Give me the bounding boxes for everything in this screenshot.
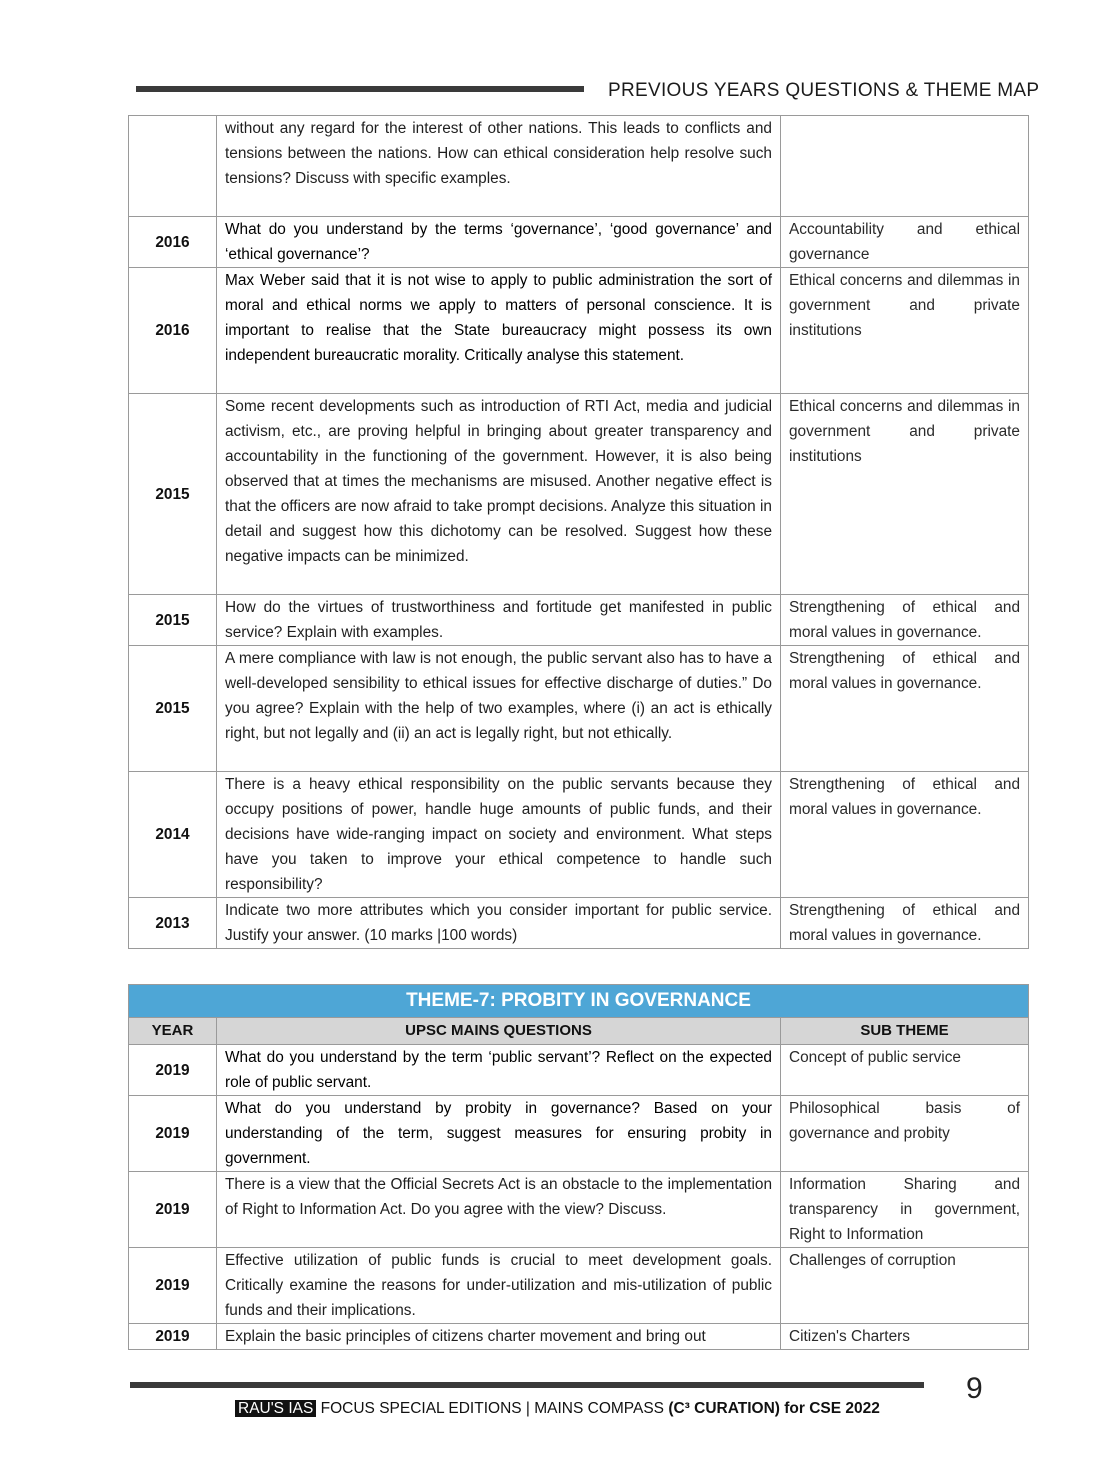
- year-cell: 2019: [129, 1096, 217, 1172]
- year-cell: 2019: [129, 1324, 217, 1350]
- year-cell: 2016: [129, 268, 217, 394]
- subtheme-cell: Concept of public service: [781, 1045, 1029, 1096]
- year-cell: 2019: [129, 1248, 217, 1324]
- question-cell: How do the virtues of trustworthiness and fortitude get manifested in public service? Explain with examples.: [217, 595, 781, 646]
- table-row: [129, 898, 1029, 949]
- subtheme-cell: Strengthening of ethical and moral values in governance.: [781, 595, 1029, 646]
- theme-title: THEME-7: PROBITY IN GOVERNANCE: [129, 985, 1029, 1018]
- question-cell: Max Weber said that it is not wise to apply to public administration the sort of moral and ethical norms we apply to matters of personal conscience. It is important to realise that the State bureaucracy might possess its own independent bureaucratic morality. Critically analyse this statement.: [217, 268, 781, 394]
- year-cell: [129, 116, 217, 217]
- question-cell: without any regard for the interest of other nations. This leads to conflicts and tensions between the nations. How can ethical consideration help resolve such tensions? Discuss with specific examples.: [217, 116, 781, 217]
- question-cell: Explain the basic principles of citizens charter movement and bring out: [217, 1324, 781, 1350]
- year-cell: 2013: [129, 898, 217, 949]
- header-rule: [136, 86, 584, 92]
- footer-brand: RAU'S IAS: [235, 1400, 316, 1417]
- subtheme-cell: Philosophical basis of governance and probity: [781, 1096, 1029, 1172]
- question-cell: There is a view that the Official Secrets Act is an obstacle to the implementation of Right to Information Act. Do you agree with the view? Discuss.: [217, 1172, 781, 1248]
- page-number: 9: [966, 1372, 983, 1405]
- column-header-row: [129, 1018, 1029, 1045]
- page-header-title: PREVIOUS YEARS QUESTIONS & THEME MAP: [608, 80, 1040, 101]
- table-row: [129, 1172, 1029, 1248]
- theme-7-table: [128, 984, 1029, 1350]
- subtheme-cell: Strengthening of ethical and moral values in governance.: [781, 898, 1029, 949]
- question-cell: Indicate two more attributes which you consider important for public service. Justify your answer. (10 marks |100 words): [217, 898, 781, 949]
- table-row: [129, 1096, 1029, 1172]
- year-cell: 2016: [129, 217, 217, 268]
- year-cell: 2019: [129, 1045, 217, 1096]
- year-cell: 2015: [129, 394, 217, 595]
- column-header-year: YEAR: [129, 1018, 217, 1045]
- column-header-question: UPSC MAINS QUESTIONS: [217, 1018, 781, 1045]
- table-row: [129, 394, 1029, 595]
- subtheme-cell: [781, 116, 1029, 217]
- footer-rule: [130, 1382, 924, 1388]
- subtheme-cell: Strengthening of ethical and moral values in governance.: [781, 646, 1029, 772]
- subtheme-cell: Information Sharing and transparency in government, Right to Information: [781, 1172, 1029, 1248]
- subtheme-cell: Ethical concerns and dilemmas in government and private institutions: [781, 268, 1029, 394]
- year-cell: 2015: [129, 595, 217, 646]
- year-cell: 2014: [129, 772, 217, 898]
- table-row: [129, 217, 1029, 268]
- question-cell: What do you understand by the terms ‘governance’, ‘good governance’ and ‘ethical governance’?: [217, 217, 781, 268]
- table-row: [129, 595, 1029, 646]
- theme-title-row: [129, 985, 1029, 1018]
- table-row: [129, 116, 1029, 217]
- question-cell: What do you understand by the term ‘public servant’? Reflect on the expected role of public servant.: [217, 1045, 781, 1096]
- question-cell: Effective utilization of public funds is crucial to meet development goals. Critically examine the reasons for under-utilization and mis-utilization of public funds and their implications.: [217, 1248, 781, 1324]
- question-cell: There is a heavy ethical responsibility on the public servants because they occupy positions of power, handle huge amounts of public funds, and their decisions have wide-ranging impact on society and environment. What steps have you taken to improve your ethical competence to handle such responsibility?: [217, 772, 781, 898]
- subtheme-cell: Accountability and ethical governance: [781, 217, 1029, 268]
- footer-line: [235, 1400, 880, 1418]
- footer-edition: (C³ CURATION) for CSE 2022: [668, 1400, 880, 1417]
- table-row: [129, 1045, 1029, 1096]
- year-cell: 2019: [129, 1172, 217, 1248]
- question-cell: A mere compliance with law is not enough, the public servant also has to have a well-developed sensibility to ethical issues for effective discharge of duties.” Do you agree? Explain with the help of two examples, where (i) an act is ethically right, but not legally and (ii) an act is legally right, but not ethically.: [217, 646, 781, 772]
- table-row: [129, 772, 1029, 898]
- subtheme-cell: Strengthening of ethical and moral values in governance.: [781, 772, 1029, 898]
- table-row: [129, 268, 1029, 394]
- subtheme-cell: Citizen's Charters: [781, 1324, 1029, 1350]
- table-row: [129, 646, 1029, 772]
- question-cell: What do you understand by probity in governance? Based on your understanding of the term, suggest measures for ensuring probity in government.: [217, 1096, 781, 1172]
- subtheme-cell: Challenges of corruption: [781, 1248, 1029, 1324]
- footer-text: FOCUS SPECIAL EDITIONS | MAINS COMPASS: [316, 1400, 669, 1417]
- table-row: [129, 1248, 1029, 1324]
- subtheme-cell: Ethical concerns and dilemmas in government and private institutions: [781, 394, 1029, 595]
- question-cell: Some recent developments such as introduction of RTI Act, media and judicial activism, etc., are proving helpful in bringing about greater transparency and accountability in the functioning of the government. However, it is also being observed that at times the mechanisms are misused. Another negative effect is that the officers are now afraid to take prompt decisions. Analyze this situation in detail and suggest how this dichotomy can be resolved. Suggest how these negative impacts can be minimized.: [217, 394, 781, 595]
- column-header-subtheme: SUB THEME: [781, 1018, 1029, 1045]
- questions-table-continued: [128, 115, 1029, 949]
- table-row: [129, 1324, 1029, 1350]
- year-cell: 2015: [129, 646, 217, 772]
